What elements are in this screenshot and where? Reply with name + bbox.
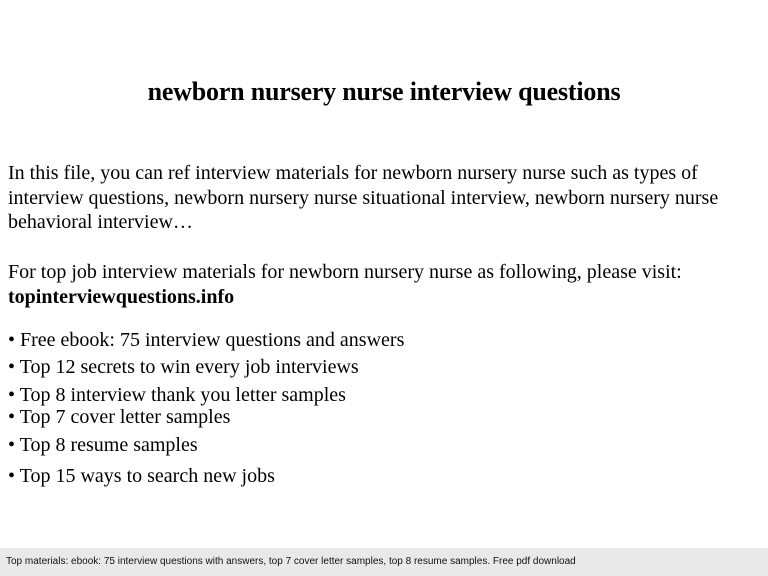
list-item: • Top 7 cover letter samples xyxy=(8,406,231,428)
visit-text: For top job interview materials for newborn nursery nurse as following, please visit: xyxy=(8,261,682,283)
list-item: • Top 8 resume samples xyxy=(8,434,198,456)
visit-paragraph xyxy=(8,260,753,309)
footer-text: Top materials: ebook: 75 interview questions with answers, top 7 cover letter samples, top 8 resume samples. Free pdf download xyxy=(6,556,576,567)
list-item: • Top 15 ways to search new jobs xyxy=(8,465,275,487)
list-item: • Top 8 interview thank you letter samples xyxy=(8,384,346,406)
page-title: newborn nursery nurse interview questions xyxy=(147,77,621,106)
list-item: • Top 12 secrets to win every job interviews xyxy=(8,356,359,378)
intro-paragraph: In this file, you can ref interview materials for newborn nursery nurse such as types of interview questions, newborn nursery nurse situational interview, newborn nursery nurse behavioral interview… xyxy=(8,162,719,233)
list-item: • Free ebook: 75 interview questions and answers xyxy=(8,329,405,351)
footer-bar xyxy=(0,548,768,576)
website-link[interactable]: topinterviewquestions.info xyxy=(8,285,235,308)
